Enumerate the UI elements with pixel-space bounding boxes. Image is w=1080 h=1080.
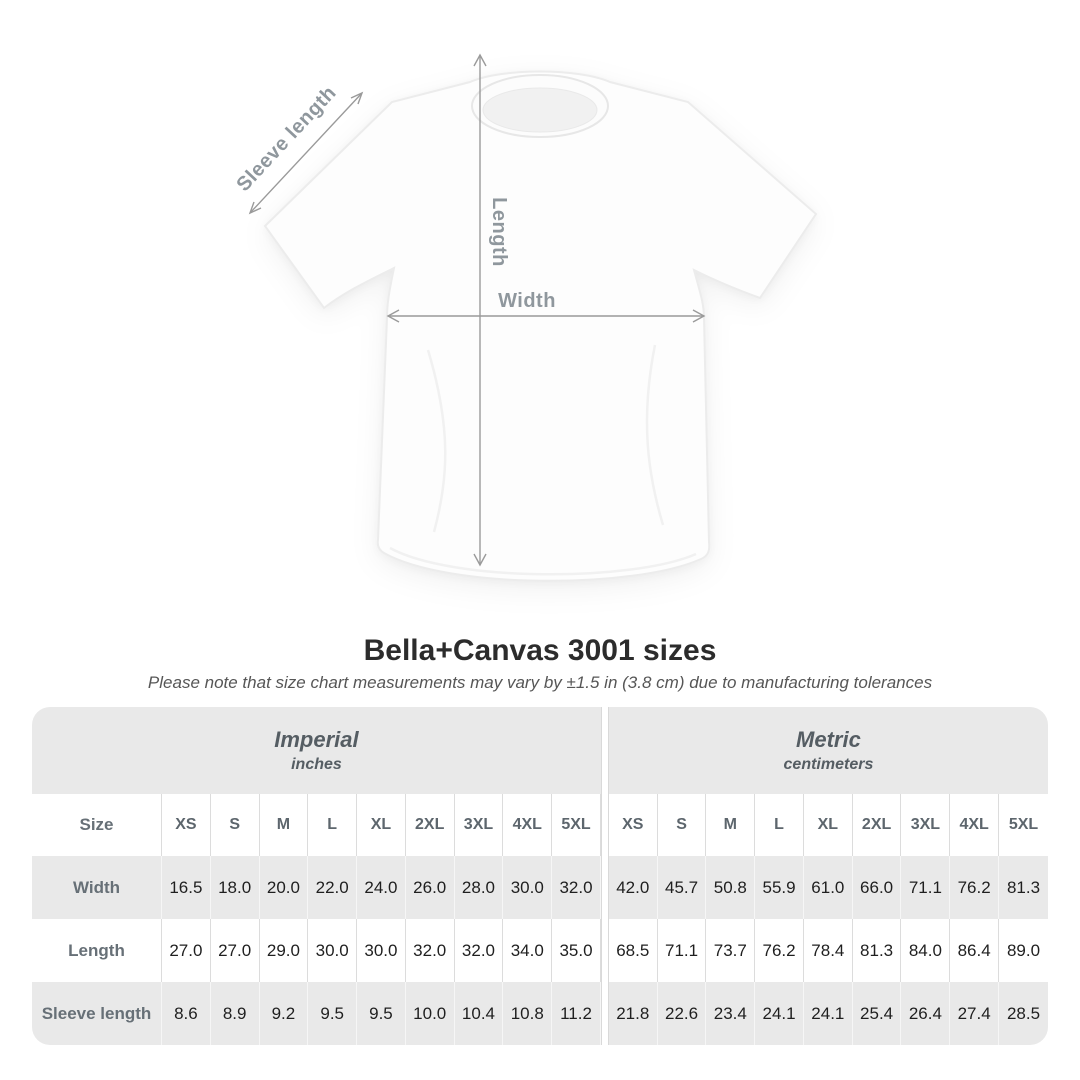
value-cell: 22.6 xyxy=(658,982,707,1045)
value-cell: 24.1 xyxy=(755,982,804,1045)
size-chart-table xyxy=(32,707,1048,1045)
value-cell: 10.8 xyxy=(503,982,552,1045)
value-cell: 68.5 xyxy=(609,919,658,982)
value-cell: 86.4 xyxy=(950,919,999,982)
size-header-metric-3xl: 3XL xyxy=(901,794,950,856)
value-cell: 10.4 xyxy=(455,982,504,1045)
value-cell: 66.0 xyxy=(853,856,902,919)
unit-header-row xyxy=(32,707,1048,794)
value-cell: 78.4 xyxy=(804,919,853,982)
value-cell: 22.0 xyxy=(308,856,357,919)
value-cell: 24.0 xyxy=(357,856,406,919)
size-header-metric-l: L xyxy=(755,794,804,856)
row-label: Sleeve length xyxy=(32,982,162,1045)
value-cell: 25.4 xyxy=(853,982,902,1045)
value-cell: 71.1 xyxy=(901,856,950,919)
imperial-unit: inches xyxy=(291,756,342,773)
value-cell: 81.3 xyxy=(853,919,902,982)
value-cell: 9.5 xyxy=(308,982,357,1045)
value-cell: 8.6 xyxy=(162,982,211,1045)
metric-unit: centimeters xyxy=(783,756,874,773)
size-header-imperial-3xl: 3XL xyxy=(455,794,504,856)
value-cell: 34.0 xyxy=(503,919,552,982)
value-cell: 11.2 xyxy=(552,982,601,1045)
value-cell: 26.4 xyxy=(901,982,950,1045)
imperial-title: Imperial xyxy=(274,727,359,752)
value-cell: 89.0 xyxy=(999,919,1048,982)
size-header-imperial-m: M xyxy=(260,794,309,856)
value-cell: 18.0 xyxy=(211,856,260,919)
value-cell: 32.0 xyxy=(455,919,504,982)
value-cell: 20.0 xyxy=(260,856,309,919)
size-header-metric-xs: XS xyxy=(609,794,658,856)
size-chart xyxy=(32,707,1048,1045)
size-header-metric-5xl: 5XL xyxy=(999,794,1048,856)
size-header-row xyxy=(32,794,1048,856)
metric-header xyxy=(609,707,1048,794)
value-cell: 81.3 xyxy=(999,856,1048,919)
table-row xyxy=(32,856,1048,919)
value-cell: 61.0 xyxy=(804,856,853,919)
value-cell: 45.7 xyxy=(658,856,707,919)
unit-divider xyxy=(601,707,609,794)
page-title: Bella+Canvas 3001 sizes xyxy=(363,634,717,667)
value-cell: 76.2 xyxy=(950,856,999,919)
value-cell: 50.8 xyxy=(706,856,755,919)
tshirt-body xyxy=(265,72,816,581)
value-cell: 21.8 xyxy=(609,982,658,1045)
size-header-imperial-5xl: 5XL xyxy=(552,794,601,856)
value-cell: 30.0 xyxy=(308,919,357,982)
unit-divider xyxy=(601,794,609,856)
tshirt-graphic xyxy=(265,72,816,581)
value-cell: 9.2 xyxy=(260,982,309,1045)
size-header-metric-s: S xyxy=(658,794,707,856)
size-header-metric-m: M xyxy=(706,794,755,856)
value-cell: 27.0 xyxy=(211,919,260,982)
value-cell: 32.0 xyxy=(406,919,455,982)
value-cell: 9.5 xyxy=(357,982,406,1045)
size-header-imperial-s: S xyxy=(211,794,260,856)
size-header-metric-2xl: 2XL xyxy=(853,794,902,856)
imperial-header xyxy=(32,707,601,794)
value-cell: 8.9 xyxy=(211,982,260,1045)
size-header-imperial-xl: XL xyxy=(357,794,406,856)
sleeve-length-label: Sleeve length xyxy=(232,81,341,196)
size-header-metric-xl: XL xyxy=(804,794,853,856)
size-header-imperial-xs: XS xyxy=(162,794,211,856)
unit-divider xyxy=(601,982,609,1045)
table-body xyxy=(32,856,1048,1045)
value-cell: 76.2 xyxy=(755,919,804,982)
value-cell: 35.0 xyxy=(552,919,601,982)
table-row xyxy=(32,919,1048,982)
size-header-imperial-l: L xyxy=(308,794,357,856)
value-cell: 27.0 xyxy=(162,919,211,982)
size-header-metric-4xl: 4XL xyxy=(950,794,999,856)
value-cell: 30.0 xyxy=(357,919,406,982)
size-header-imperial-2xl: 2XL xyxy=(406,794,455,856)
value-cell: 28.5 xyxy=(999,982,1048,1045)
value-cell: 27.4 xyxy=(950,982,999,1045)
size-header-imperial-4xl: 4XL xyxy=(503,794,552,856)
row-label: Length xyxy=(32,919,162,982)
value-cell: 55.9 xyxy=(755,856,804,919)
width-label: Width xyxy=(498,290,556,312)
page-subtitle: Please note that size chart measurements may vary by ±1.5 in (3.8 cm) due to manufacturing tolerances xyxy=(147,673,933,692)
value-cell: 30.0 xyxy=(503,856,552,919)
value-cell: 84.0 xyxy=(901,919,950,982)
row-label: Width xyxy=(32,856,162,919)
value-cell: 71.1 xyxy=(658,919,707,982)
value-cell: 10.0 xyxy=(406,982,455,1045)
value-cell: 29.0 xyxy=(260,919,309,982)
value-cell: 16.5 xyxy=(162,856,211,919)
value-cell: 73.7 xyxy=(706,919,755,982)
unit-divider xyxy=(601,919,609,982)
collar-inner xyxy=(483,88,597,132)
value-cell: 28.0 xyxy=(455,856,504,919)
length-label: Length xyxy=(488,197,510,267)
value-cell: 42.0 xyxy=(609,856,658,919)
value-cell: 24.1 xyxy=(804,982,853,1045)
value-cell: 32.0 xyxy=(552,856,601,919)
value-cell: 26.0 xyxy=(406,856,455,919)
table-row xyxy=(32,982,1048,1045)
value-cell: 23.4 xyxy=(706,982,755,1045)
metric-title: Metric xyxy=(796,727,861,752)
unit-divider xyxy=(601,856,609,919)
size-column-label: Size xyxy=(32,794,162,856)
